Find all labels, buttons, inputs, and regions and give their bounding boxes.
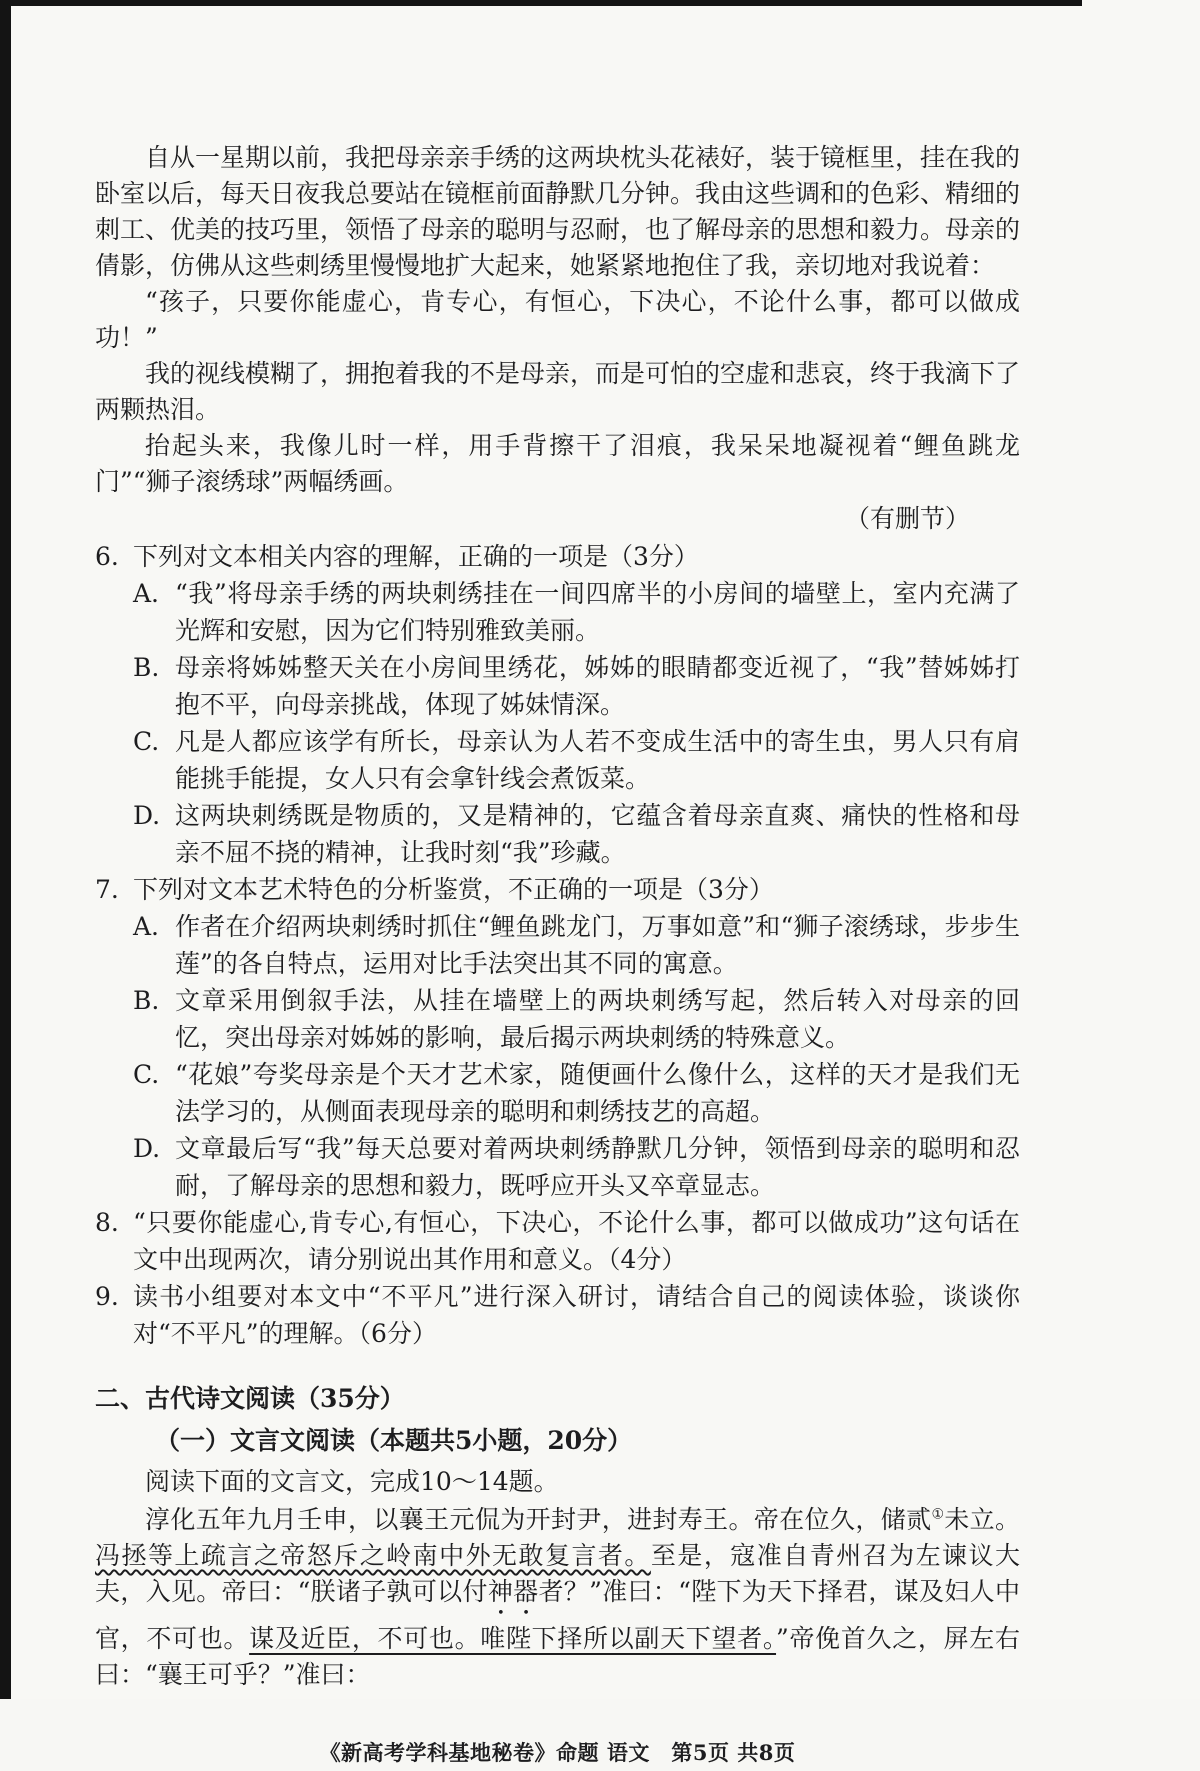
question-number: 6.: [95, 542, 119, 571]
option-text: “花娘”夸奖母亲是个天才艺术家，随便画什么像什么，这样的天才是我们无法学习的，从侧面表现母亲的聪明和刺绣技艺的高超。: [175, 1060, 1020, 1126]
classical-segment-plain: 者？”准曰：“陛下为天下择君，谋及妇人中官，不可也。: [95, 1577, 1020, 1653]
question-7-option-c: [95, 1056, 1020, 1130]
classical-passage: [95, 1502, 1020, 1693]
question-7: [95, 871, 1020, 1204]
classical-segment-plain: 至是，寇准自青州召为左谏议大夫，入见。帝曰：“朕诸子孰可以付: [95, 1541, 1020, 1606]
question-number: 9.: [95, 1282, 119, 1311]
scan-artifact-left-edge: [0, 0, 11, 1699]
option-text: 文章采用倒叙手法，从挂在墙壁上的两块刺绣写起，然后转入对母亲的回忆，突出母亲对姊姊的影响，最后揭示两块刺绣的特殊意义。: [175, 986, 1020, 1052]
classical-segment-underline: 谋及近臣，不可也。唯陛下择所以副天下望者。: [249, 1624, 777, 1653]
section-2-instruction: 阅读下面的文言文，完成10～14题。: [145, 1467, 559, 1496]
option-label: A.: [133, 579, 160, 608]
passage-paragraph-3: 我的视线模糊了，拥抱着我的不是母亲，而是可怕的空虚和悲哀，终于我滴下了两颗热泪。: [95, 359, 1021, 424]
question-6-option-d: [95, 797, 1020, 871]
option-text: 凡是人都应该学有所长，母亲认为人若不变成生活中的寄生虫，男人只有肩能挑手能提，女人只有会拿针线会煮饭菜。: [175, 727, 1020, 793]
option-label: C.: [133, 727, 160, 756]
section-2-subheading: （一）文言文阅读（本题共5小题，20分）: [155, 1426, 633, 1455]
question-7-stem: [95, 871, 1020, 908]
question-6-option-c: [95, 723, 1020, 797]
option-text: “我”将母亲手绣的两块刺绣挂在一间四席半的小房间的墙壁上，室内充满了光辉和安慰，因为它们特别雅致美丽。: [175, 579, 1020, 645]
option-label: B.: [133, 986, 160, 1015]
option-label: C.: [133, 1060, 160, 1089]
scan-artifact-top-edge: [0, 0, 1082, 6]
question-number: 7.: [95, 875, 119, 904]
page-content: [95, 140, 1020, 1771]
option-text: 母亲将姊姊整天关在小房间里绣花，姊姊的眼睛都变近视了，“我”替姊姊打抱不平，向母亲挑战，体现了姊妹情深。: [175, 653, 1020, 719]
option-text: 这两块刺绣既是物质的，又是精神的，它蕴含着母亲直爽、痛快的性格和母亲不屈不挠的精神，让我时刻“我”珍藏。: [175, 801, 1020, 867]
question-6-option-b: [95, 649, 1020, 723]
page-footer: 《新高考学科基地秘卷》命题 语文 第5页 共8页: [319, 1740, 796, 1765]
classical-segment-plain: ”帝俛首久之，屏左右曰：“襄王可乎？”准曰：: [95, 1624, 1020, 1689]
option-label: A.: [133, 912, 160, 941]
question-stem-text: “只要你能虚心,肯专心,有恒心，下决心，不论什么事，都可以做成功”这句话在文中出现两次，请分别说出其作用和意义。（4分）: [133, 1208, 1020, 1274]
question-8: [95, 1204, 1020, 1278]
passage-paragraph-4: 抬起头来，我像儿时一样，用手背擦干了泪痕，我呆呆地凝视着“鲤鱼跳龙门”“狮子滚绣球”两幅绣画。: [95, 431, 1020, 496]
question-stem-text: 读书小组要对本文中“不平凡”进行深入研讨，请结合自己的阅读体验，谈谈你对“不平凡”的理解。（6分）: [133, 1282, 1020, 1348]
option-label: B.: [133, 653, 160, 682]
question-7-option-b: [95, 982, 1020, 1056]
classical-segment-sup: ①: [931, 1506, 945, 1523]
option-label: D.: [133, 801, 161, 830]
passage-paragraph-2: “孩子，只要你能虚心，肯专心，有恒心，下决心，不论什么事，都可以做成功！”: [95, 287, 1020, 352]
question-9: [95, 1278, 1020, 1352]
question-7-option-a: [95, 908, 1020, 982]
option-label: D.: [133, 1134, 161, 1163]
section-2-heading: 二、古代诗文阅读（35分）: [95, 1384, 405, 1413]
question-stem-text: 下列对文本相关内容的理解，正确的一项是（3分）: [133, 542, 699, 571]
question-7-option-d: [95, 1130, 1020, 1204]
option-text: 作者在介绍两块刺绣时抓住“鲤鱼跳龙门，万事如意”和“狮子滚绣球，步步生莲”的各自特点，运用对比手法突出其不同的寓意。: [175, 912, 1020, 978]
question-stem-text: 下列对文本艺术特色的分析鉴赏，不正确的一项是（3分）: [133, 875, 774, 904]
question-8-stem: [95, 1204, 1020, 1278]
question-number: 8.: [95, 1208, 119, 1237]
classical-segment-dots: 神器: [487, 1577, 539, 1606]
question-9-stem: [95, 1278, 1020, 1352]
passage-paragraph-1: 自从一星期以前，我把母亲亲手绣的这两块枕头花裱好，装于镜框里，挂在我的卧室以后，每天日夜我总要站在镜框前面静默几分钟。我由这些调和的色彩、精细的刺工、优美的技巧里，领悟了母亲的聪明与忍耐，也了解母亲的思想和毅力。母亲的倩影，仿佛从这些刺绣里慢慢地扩大起来，她紧紧地抱住了我，亲切地对我说着：: [95, 143, 1021, 280]
question-6: [95, 538, 1020, 871]
option-text: 文章最后写“我”每天总要对着两块刺绣静默几分钟，领悟到母亲的聪明和忍耐，了解母亲的思想和毅力，既呼应开头又卒章显志。: [175, 1134, 1020, 1200]
source-note: （有删节）: [844, 504, 970, 533]
classical-segment-wavy: 冯拯等上疏言之帝怒斥之岭南中外无敢复言者。: [95, 1541, 651, 1570]
classical-segment-plain: 淳化五年九月壬申，以襄王元侃为开封尹，进封寿王。帝在位久，储贰: [145, 1505, 932, 1534]
question-6-stem: [95, 538, 1020, 575]
classical-segment-plain: 未立。: [944, 1505, 1020, 1534]
question-6-option-a: [95, 575, 1020, 649]
